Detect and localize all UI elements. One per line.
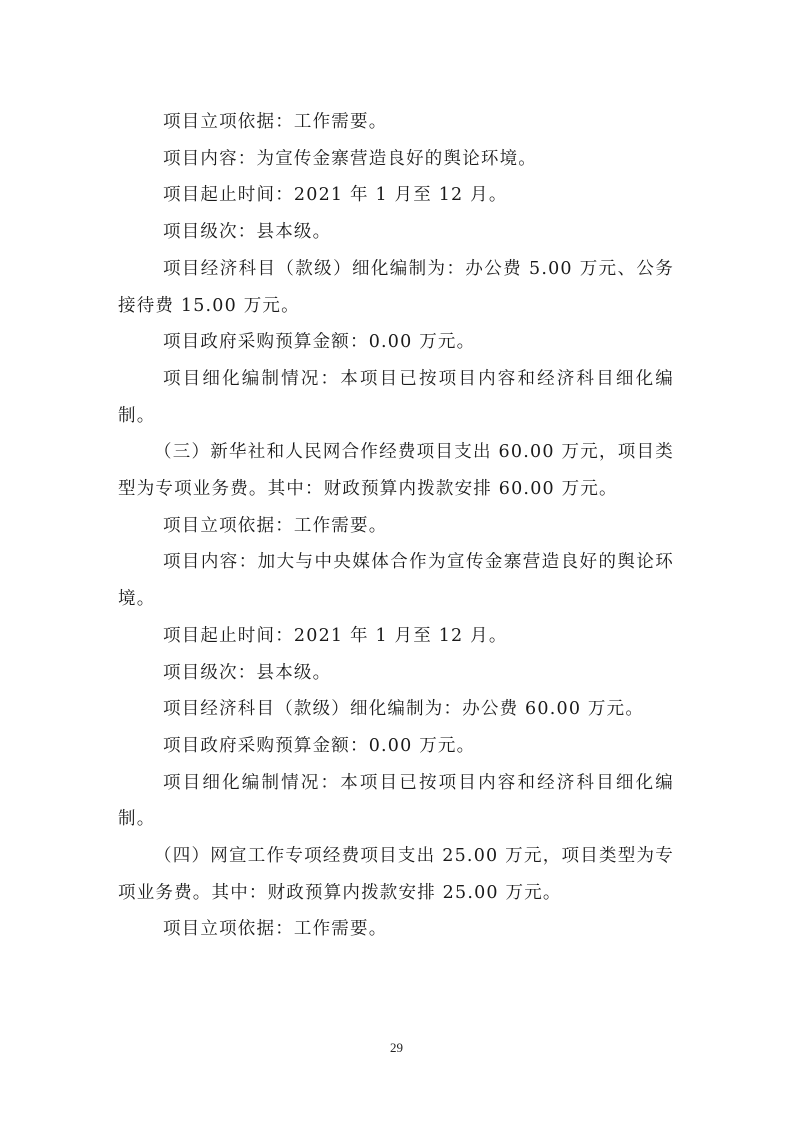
- paragraph-period-1: 项目起止时间：2021 年 1 月至 12 月。: [163, 185, 508, 206]
- paragraph-basis-3: 项目立项依据：工作需要。: [163, 919, 388, 940]
- section-heading-4: （四）网宣工作专项经费项目支出 25.00 万元，项目类型为专项业务费。其中：财政预算内拨款安排 25.00 万元。: [118, 846, 674, 903]
- paragraph-economic-subject-2: 项目经济科目（款级）细化编制为：办公费 60.00 万元。: [163, 699, 645, 720]
- paragraph-economic-subject-1: 项目经济科目（款级）细化编制为：办公费 5.00 万元、公务接待费 15.00 万元。: [118, 258, 674, 316]
- paragraph-level-2: 项目级次：县本级。: [163, 662, 332, 683]
- paragraph-detail-status-1: 项目细化编制情况：本项目已按项目内容和经济科目细化编制。: [118, 368, 674, 426]
- paragraph-basis-2: 项目立项依据：工作需要。: [163, 515, 388, 536]
- document-body: [118, 104, 674, 948]
- paragraph-content-1: 项目内容：为宣传金寨营造良好的舆论环境。: [163, 148, 537, 169]
- paragraph-period-2: 项目起止时间：2021 年 1 月至 12 月。: [163, 625, 508, 646]
- paragraph-content-2: 项目内容：加大与中央媒体合作为宣传金寨营造良好的舆论环境。: [118, 552, 674, 610]
- paragraph-procurement-2: 项目政府采购预算金额：0.00 万元。: [163, 735, 476, 756]
- page-number: 29: [390, 1040, 403, 1055]
- paragraph-detail-status-2: 项目细化编制情况：本项目已按项目内容和经济科目细化编制。: [118, 772, 674, 830]
- paragraph-basis-1: 项目立项依据：工作需要。: [163, 112, 388, 132]
- paragraph-procurement-1: 项目政府采购预算金额：0.00 万元。: [163, 332, 476, 353]
- section-heading-3: （三）新华社和人民网合作经费项目支出 60.00 万元，项目类型为专项业务费。其中：财政预算内拨款安排 60.00 万元。: [118, 442, 674, 500]
- paragraph-level-1: 项目级次：县本级。: [163, 222, 332, 243]
